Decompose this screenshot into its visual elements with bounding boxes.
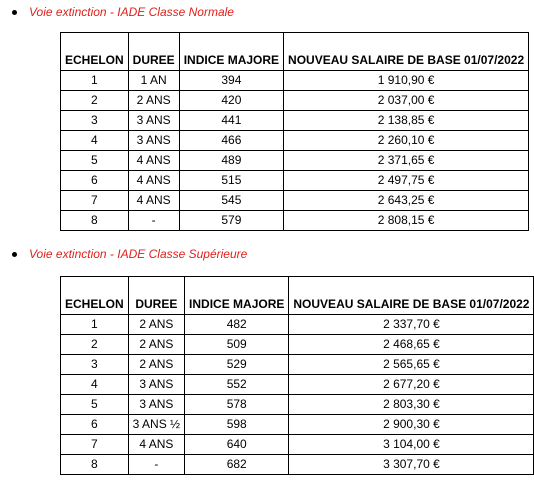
table-row bbox=[61, 455, 534, 475]
header-nouveau-salaire: NOUVEAU SALAIRE DE BASE 01/07/2022 bbox=[289, 277, 534, 315]
table-row bbox=[61, 211, 529, 231]
cell-echelon: 5 bbox=[61, 151, 129, 171]
cell-echelon: 1 bbox=[61, 315, 129, 335]
cell-indice: 489 bbox=[179, 151, 283, 171]
cell-duree: 1 AN bbox=[128, 71, 179, 91]
cell-indice: 552 bbox=[185, 375, 289, 395]
table-row bbox=[61, 415, 534, 435]
cell-echelon: 3 bbox=[61, 355, 129, 375]
section-title-text: Voie extinction - IADE Classe Normale bbox=[29, 5, 234, 19]
cell-salaire: 2 337,70 € bbox=[289, 315, 534, 335]
bullet-icon bbox=[12, 10, 17, 15]
table-row bbox=[61, 315, 534, 335]
cell-salaire: 2 371,65 € bbox=[284, 151, 529, 171]
cell-salaire: 2 565,65 € bbox=[289, 355, 534, 375]
cell-duree: 3 ANS bbox=[128, 395, 184, 415]
cell-indice: 598 bbox=[185, 415, 289, 435]
salary-table-classe-normale bbox=[60, 32, 529, 231]
cell-echelon: 7 bbox=[61, 435, 129, 455]
cell-duree: - bbox=[128, 455, 184, 475]
cell-duree: 4 ANS bbox=[128, 435, 184, 455]
cell-echelon: 6 bbox=[61, 415, 129, 435]
cell-indice: 545 bbox=[179, 191, 283, 211]
table-row bbox=[61, 91, 529, 111]
cell-duree: 3 ANS bbox=[128, 131, 179, 151]
header-echelon: ECHELON bbox=[61, 33, 129, 71]
cell-indice: 420 bbox=[179, 91, 283, 111]
cell-salaire: 3 104,00 € bbox=[289, 435, 534, 455]
header-indice-majore: INDICE MAJORE bbox=[185, 277, 289, 315]
cell-duree: 3 ANS bbox=[128, 375, 184, 395]
cell-duree: 3 ANS ½ bbox=[128, 415, 184, 435]
table-row bbox=[61, 71, 529, 91]
cell-indice: 640 bbox=[185, 435, 289, 455]
cell-echelon: 4 bbox=[61, 131, 129, 151]
cell-salaire: 3 307,70 € bbox=[289, 455, 534, 475]
cell-salaire: 1 910,90 € bbox=[284, 71, 529, 91]
cell-salaire: 2 677,20 € bbox=[289, 375, 534, 395]
cell-echelon: 4 bbox=[61, 375, 129, 395]
header-echelon: ECHELON bbox=[61, 277, 129, 315]
table-row bbox=[61, 131, 529, 151]
table-row bbox=[61, 435, 534, 455]
header-duree: DUREE bbox=[128, 277, 184, 315]
cell-salaire: 2 643,25 € bbox=[284, 191, 529, 211]
cell-echelon: 7 bbox=[61, 191, 129, 211]
table-row bbox=[61, 191, 529, 211]
salary-table-classe-superieure bbox=[60, 276, 534, 475]
cell-salaire: 2 803,30 € bbox=[289, 395, 534, 415]
header-duree: DUREE bbox=[128, 33, 179, 71]
cell-duree: 2 ANS bbox=[128, 355, 184, 375]
cell-salaire: 2 037,00 € bbox=[284, 91, 529, 111]
cell-echelon: 2 bbox=[61, 91, 129, 111]
cell-echelon: 5 bbox=[61, 395, 129, 415]
cell-salaire: 2 468,65 € bbox=[289, 335, 534, 355]
cell-echelon: 8 bbox=[61, 455, 129, 475]
header-indice-majore: INDICE MAJORE bbox=[179, 33, 283, 71]
cell-echelon: 3 bbox=[61, 111, 129, 131]
cell-duree: 4 ANS bbox=[128, 171, 179, 191]
cell-echelon: 6 bbox=[61, 171, 129, 191]
cell-duree: 2 ANS bbox=[128, 91, 179, 111]
cell-duree: 4 ANS bbox=[128, 151, 179, 171]
cell-salaire: 2 138,85 € bbox=[284, 111, 529, 131]
section-title-text: Voie extinction - IADE Classe Supérieure bbox=[29, 247, 248, 261]
cell-salaire: 2 260,10 € bbox=[284, 131, 529, 151]
cell-indice: 466 bbox=[179, 131, 283, 151]
cell-indice: 482 bbox=[185, 315, 289, 335]
cell-echelon: 1 bbox=[61, 71, 129, 91]
cell-indice: 509 bbox=[185, 335, 289, 355]
bullet-icon bbox=[12, 252, 17, 257]
section-title-classe-superieure bbox=[10, 246, 247, 262]
header-nouveau-salaire: NOUVEAU SALAIRE DE BASE 01/07/2022 bbox=[284, 33, 529, 71]
cell-duree: 3 ANS bbox=[128, 111, 179, 131]
cell-indice: 441 bbox=[179, 111, 283, 131]
section-title-classe-normale bbox=[10, 4, 234, 20]
table-row bbox=[61, 151, 529, 171]
cell-salaire: 2 808,15 € bbox=[284, 211, 529, 231]
table-header-row bbox=[61, 277, 534, 315]
cell-duree: 4 ANS bbox=[128, 191, 179, 211]
cell-salaire: 2 900,30 € bbox=[289, 415, 534, 435]
table-row bbox=[61, 355, 534, 375]
cell-echelon: 8 bbox=[61, 211, 129, 231]
table-row bbox=[61, 335, 534, 355]
table-row bbox=[61, 171, 529, 191]
table-row bbox=[61, 375, 534, 395]
cell-indice: 394 bbox=[179, 71, 283, 91]
cell-duree: 2 ANS bbox=[128, 315, 184, 335]
cell-duree: 2 ANS bbox=[128, 335, 184, 355]
table-row bbox=[61, 111, 529, 131]
cell-duree: - bbox=[128, 211, 179, 231]
cell-indice: 529 bbox=[185, 355, 289, 375]
cell-indice: 579 bbox=[179, 211, 283, 231]
cell-indice: 515 bbox=[179, 171, 283, 191]
table-row bbox=[61, 395, 534, 415]
cell-salaire: 2 497,75 € bbox=[284, 171, 529, 191]
cell-indice: 682 bbox=[185, 455, 289, 475]
table-header-row bbox=[61, 33, 529, 71]
cell-indice: 578 bbox=[185, 395, 289, 415]
cell-echelon: 2 bbox=[61, 335, 129, 355]
